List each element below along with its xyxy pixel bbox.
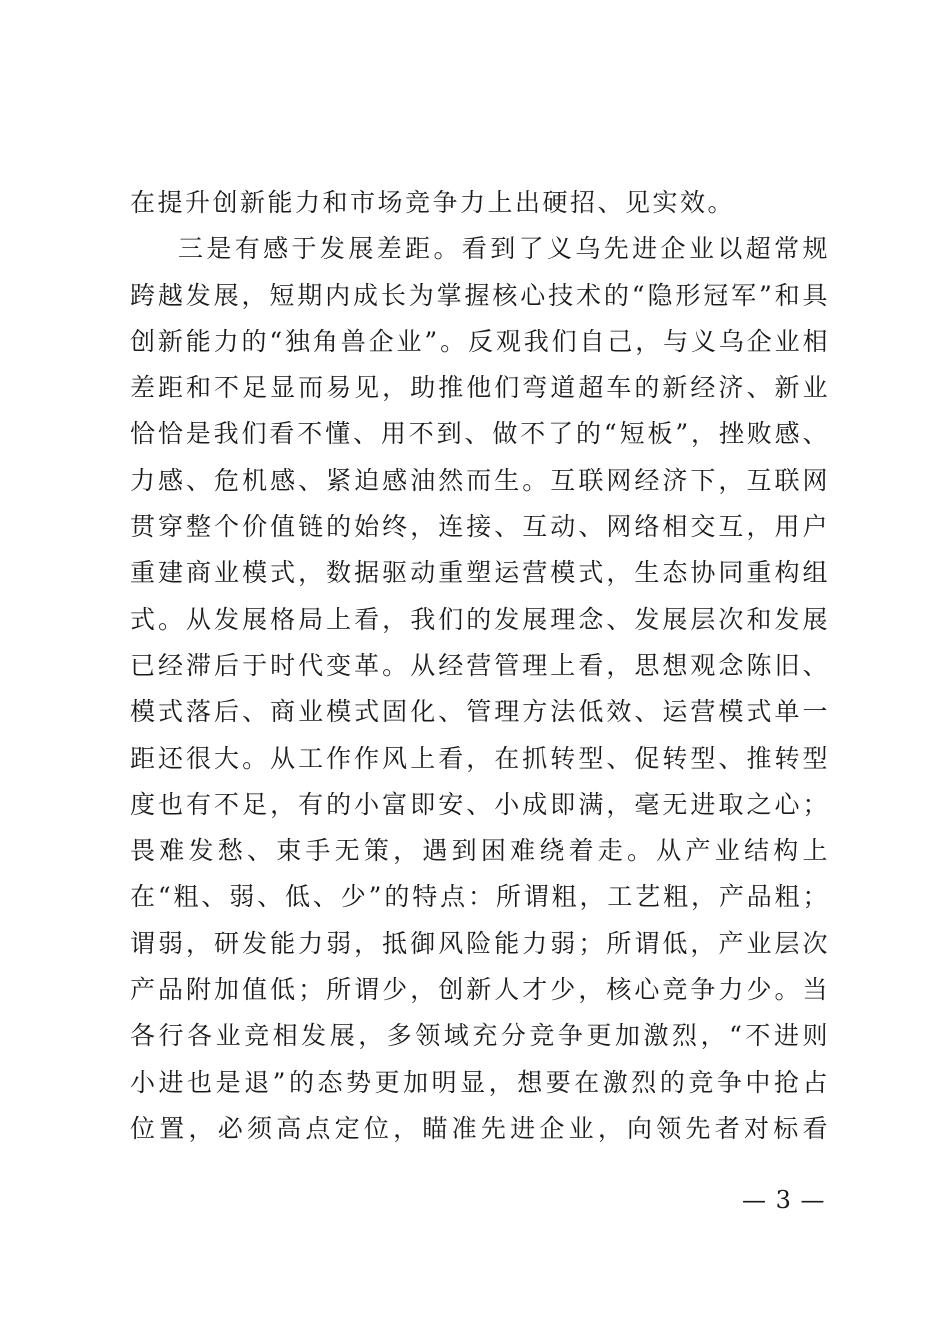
text-line: 位置，必须高点定位，瞄准先进企业，向领先者对标看	[130, 1113, 830, 1143]
text-line: 在提升创新能力和市场竞争力上出硬招、见实效。	[130, 188, 736, 217]
text-line: 在“粗、弱、低、少”的特点：所谓粗，工艺粗，产品粗；	[130, 882, 830, 912]
text-line: 创新能力的“独角兽企业”。反观我们自己，与义乌企业相	[130, 326, 830, 356]
text-line: 产品附加值低；所谓少，创新人才少，核心竞争力少。当	[130, 975, 830, 1005]
text-line: 重建商业模式，数据驱动重塑运营模式，生态协同重构组	[130, 558, 830, 588]
text-line: 模式落后、商业模式固化、管理方法低效、运营模式单一	[130, 697, 830, 727]
paragraph-start-line: 三是有感于发展差距。看到了义乌先进企业以超常规	[178, 234, 830, 264]
text-line: 畏难发愁、束手无策，遇到困难绕着走。从产业结构上	[130, 836, 830, 866]
body-text	[130, 180, 830, 1152]
text-line: 距还很大。从工作作风上看，在抓转型、促转型、推转型	[130, 743, 830, 773]
text-line: 跨越发展，短期内成长为掌握核心技术的“隐形冠军”和具	[130, 280, 830, 310]
text-line: 恰恰是我们看不懂、用不到、做不了的“短板”，挫败感、	[130, 419, 830, 449]
text-line: 差距和不足显而易见，助推他们弯道超车的新经济、新业	[130, 373, 830, 403]
text-line: 小进也是退”的态势更加明显，想要在激烈的竞争中抢占	[130, 1067, 830, 1097]
text-line: 已经滞后于时代变革。从经营管理上看，思想观念陈旧、	[130, 650, 830, 680]
text-line: 式。从发展格局上看，我们的发展理念、发展层次和发展	[130, 604, 830, 634]
page-number: — 3 —	[742, 1186, 826, 1214]
text-line: 力感、危机感、紧迫感油然而生。互联网经济下，互联网	[130, 465, 830, 495]
text-line: 贯穿整个价值链的始终，连接、互动、网络相交互，用户	[130, 512, 830, 542]
text-line: 各行各业竞相发展，多领域充分竞争更加激烈，“不进则	[130, 1021, 830, 1051]
text-line: 谓弱，研发能力弱，抵御风险能力弱；所谓低，产业层次	[130, 928, 830, 958]
text-line: 度也有不足，有的小富即安、小成即满，毫无进取之心；	[130, 789, 830, 819]
